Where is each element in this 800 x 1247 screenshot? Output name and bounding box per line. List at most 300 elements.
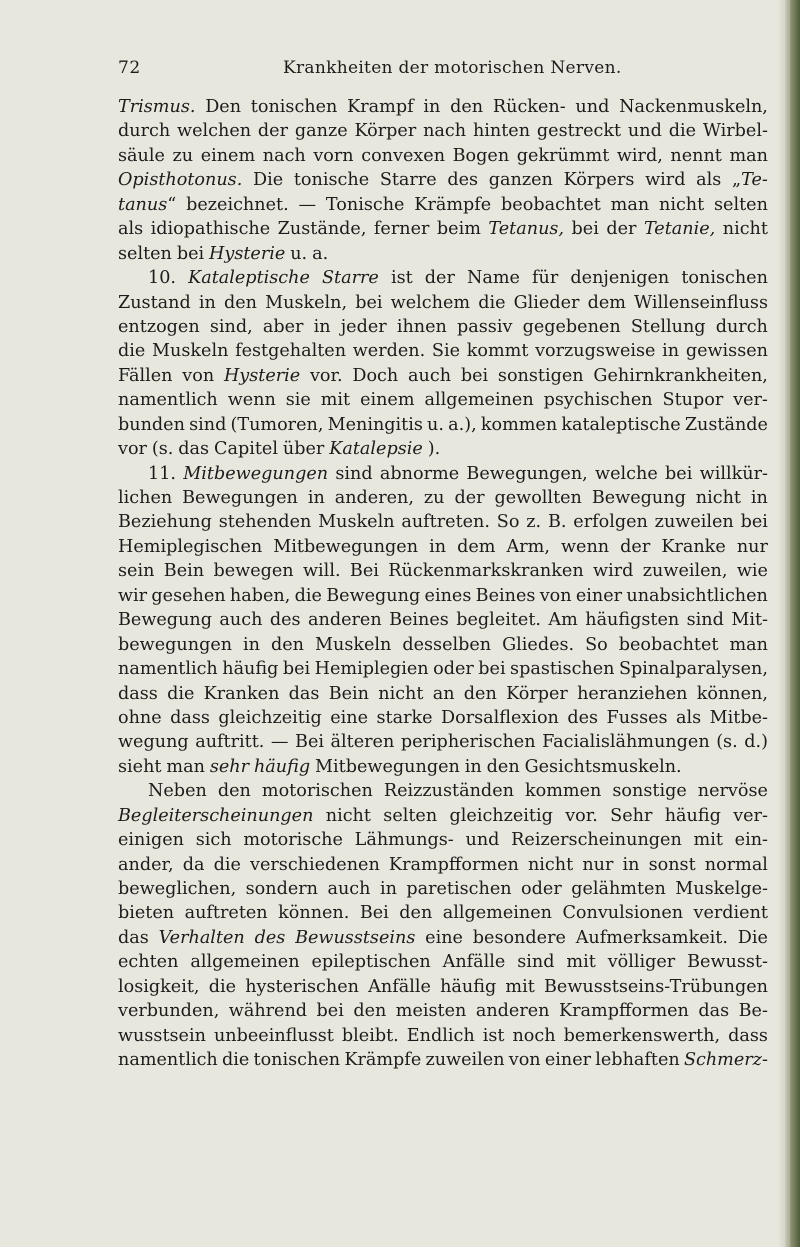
word — [118, 682, 158, 706]
word — [265, 291, 347, 315]
text-run: allgemeinen — [190, 952, 300, 973]
text-run: die — [221, 1050, 250, 1071]
text-run: den — [486, 756, 520, 777]
text-run: anderen, — [334, 488, 414, 508]
text-run: nicht — [695, 488, 741, 508]
text-run: als — [696, 170, 722, 191]
text-line — [118, 926, 768, 950]
text-run: welchem — [390, 292, 471, 313]
text-run: Krämpfe — [414, 194, 492, 215]
text-line — [118, 217, 768, 241]
text-run: können. — [278, 903, 350, 924]
text-run: Die — [737, 927, 768, 948]
text-run: vor. — [565, 805, 598, 826]
word — [118, 1048, 218, 1072]
word — [230, 584, 290, 608]
word — [465, 755, 482, 779]
text-run: tonischen — [250, 97, 338, 117]
word — [425, 1048, 504, 1072]
word — [476, 999, 550, 1023]
text-run: will. — [303, 561, 341, 582]
word — [152, 339, 228, 363]
word — [118, 1024, 206, 1048]
word — [611, 193, 650, 217]
word — [659, 193, 704, 217]
text-run: gelähmten — [571, 879, 666, 899]
page-fold-line — [787, 0, 790, 1247]
italic-run: Tetanus, — [488, 219, 565, 240]
text-run: ohne — [118, 707, 162, 728]
text-run: durch — [715, 316, 768, 337]
word — [118, 437, 147, 461]
text-run: vorn — [313, 145, 354, 166]
word — [183, 853, 205, 877]
word — [327, 877, 370, 901]
word — [408, 364, 451, 388]
text-run: psychischen — [543, 390, 653, 411]
word — [406, 877, 511, 901]
text-run: von — [182, 365, 215, 386]
text-line — [118, 877, 768, 901]
word — [389, 853, 519, 877]
text-run: Bei — [359, 903, 389, 924]
word — [697, 682, 768, 706]
text-run: Bein — [163, 561, 205, 582]
text-line — [118, 144, 768, 168]
word — [355, 828, 454, 852]
word — [396, 999, 467, 1023]
word — [218, 706, 321, 730]
text-run: bewegen — [213, 561, 294, 582]
word — [222, 1048, 249, 1072]
text-run: passiv — [457, 316, 513, 337]
word — [610, 804, 652, 828]
word — [118, 242, 172, 266]
word — [628, 119, 662, 143]
word — [487, 755, 520, 779]
text-run: des — [447, 170, 479, 191]
word — [577, 682, 687, 706]
text-run: Muskeln — [152, 341, 229, 362]
text-run: Capitel — [214, 439, 278, 460]
word — [204, 682, 280, 706]
italic-run: Trismus. — [118, 97, 196, 117]
text-run: Muskeln, — [265, 292, 348, 313]
text-run: bemerkenswerth, — [563, 1025, 721, 1046]
text-run: zuweilen — [654, 512, 734, 533]
word — [118, 828, 184, 852]
word — [270, 608, 301, 632]
text-line — [118, 437, 768, 461]
word — [424, 486, 445, 510]
word — [199, 291, 216, 315]
text-run: älteren — [330, 732, 395, 753]
text-run: Mit- — [731, 610, 768, 631]
word — [443, 901, 552, 925]
text-line — [118, 559, 768, 583]
word — [118, 633, 232, 657]
text-run: auch — [327, 879, 371, 899]
word — [384, 779, 514, 803]
word — [732, 168, 768, 192]
word — [634, 291, 768, 315]
word — [255, 926, 286, 950]
text-run: willkür- — [699, 463, 768, 484]
word — [329, 437, 440, 461]
text-run: Bewegung — [118, 610, 212, 631]
text-run: der — [606, 219, 637, 240]
word — [448, 413, 477, 437]
text-run: sonst — [648, 854, 696, 875]
text-run: Doch — [352, 365, 399, 386]
word — [716, 315, 768, 339]
text-line — [118, 95, 768, 119]
text-run: die — [478, 292, 506, 313]
word — [342, 1024, 399, 1048]
text-run: ihnen — [396, 316, 447, 337]
word — [360, 388, 414, 412]
word — [246, 877, 318, 901]
italic-run: Tetanie, — [643, 219, 716, 240]
text-run: nicht — [527, 854, 574, 875]
text-run: man — [166, 756, 205, 777]
word — [330, 706, 368, 730]
word — [228, 388, 276, 412]
text-run: in — [198, 292, 216, 313]
word — [118, 95, 195, 119]
text-run: „ — [732, 170, 742, 191]
text-run: kommen — [480, 414, 558, 435]
text-run: sind — [189, 414, 227, 435]
text-run: in — [379, 879, 397, 899]
word — [565, 804, 598, 828]
text-run: beobachtet — [618, 634, 719, 655]
text-run: Hemiplegien — [314, 659, 429, 680]
text-run: den — [223, 292, 257, 313]
text-run: sind — [686, 610, 724, 631]
text-run: Beziehung — [118, 512, 212, 533]
word — [308, 486, 325, 510]
italic-run: Verhalten — [158, 927, 245, 948]
text-run: Beines — [475, 585, 536, 606]
word — [562, 901, 683, 925]
text-run: sonstigen — [497, 365, 584, 386]
word — [243, 828, 343, 852]
word — [209, 242, 285, 266]
word — [514, 291, 580, 315]
text-run: bei — [176, 243, 205, 264]
word — [118, 413, 185, 437]
text-run: Wirbel- — [702, 121, 768, 142]
word — [464, 682, 497, 706]
word — [453, 144, 510, 168]
word — [424, 388, 533, 412]
word — [498, 364, 584, 388]
text-run: oder — [521, 879, 562, 899]
word — [425, 584, 472, 608]
italic-run: Begleiterscheinungen — [118, 805, 314, 826]
word — [189, 413, 226, 437]
text-run: Den — [205, 97, 242, 117]
text-run: häufig — [440, 976, 497, 997]
word — [507, 535, 550, 559]
word — [295, 926, 415, 950]
word — [675, 877, 768, 901]
word — [230, 413, 323, 437]
text-run: heranziehen — [577, 683, 688, 704]
word — [376, 706, 432, 730]
word — [335, 486, 414, 510]
text-run: Bewusst- — [687, 952, 768, 973]
word — [729, 144, 768, 168]
text-run: Lähmungs- — [354, 830, 454, 851]
word — [425, 926, 463, 950]
word — [626, 584, 768, 608]
text-run: in — [429, 536, 447, 557]
text-run: beobachtet — [501, 194, 601, 215]
word — [441, 706, 559, 730]
word — [214, 853, 241, 877]
word — [209, 975, 236, 999]
text-line — [118, 510, 768, 534]
text-run: in — [313, 316, 331, 337]
word — [592, 486, 686, 510]
text-run: ganze — [294, 121, 348, 142]
word — [467, 266, 520, 290]
word — [608, 950, 676, 974]
text-run: idiopathische — [150, 219, 271, 240]
text-line — [118, 657, 768, 681]
text-run: Zustände — [684, 414, 768, 435]
word — [148, 266, 176, 290]
text-line — [118, 828, 768, 852]
word — [118, 853, 174, 877]
text-run: entzogen — [118, 316, 200, 337]
text-run: So — [496, 512, 520, 533]
text-run: den — [450, 97, 484, 117]
word — [744, 730, 768, 754]
word — [380, 168, 437, 192]
word — [483, 1024, 505, 1048]
italic-run: Te- — [741, 170, 768, 191]
text-run: Mitbewegungen — [273, 536, 419, 557]
text-run: einer — [544, 1050, 592, 1071]
text-run: die — [208, 976, 236, 997]
word — [739, 999, 768, 1023]
word — [517, 950, 554, 974]
word — [576, 584, 622, 608]
text-run: spastischen — [510, 659, 615, 680]
word — [315, 633, 391, 657]
text-run: bei — [355, 292, 383, 313]
word — [218, 779, 251, 803]
text-run: Rücken- — [492, 97, 566, 117]
text-run: hysterischen — [245, 976, 359, 997]
word — [213, 559, 293, 583]
word — [118, 804, 313, 828]
word — [222, 657, 278, 681]
word — [537, 119, 621, 143]
text-run: den — [463, 683, 497, 704]
text-line — [118, 804, 768, 828]
word — [457, 535, 495, 559]
text-run: Bein — [328, 683, 369, 704]
text-run: Muskeln — [318, 512, 395, 533]
word — [380, 462, 459, 486]
word — [478, 291, 505, 315]
word — [118, 339, 145, 363]
word — [321, 388, 350, 412]
text-run: u. — [427, 414, 444, 435]
text-run: tonische — [293, 170, 370, 191]
text-run: Mitbe- — [709, 707, 768, 728]
text-run: Bewegung — [326, 585, 421, 606]
text-run: nervöse — [697, 781, 768, 802]
word — [151, 217, 271, 241]
word — [737, 535, 768, 559]
word — [423, 95, 440, 119]
word — [314, 315, 331, 339]
word — [118, 315, 200, 339]
text-run: besondere — [472, 927, 566, 948]
text-run: Willenseinfluss — [634, 292, 768, 313]
text-run: abnorme — [379, 463, 460, 484]
text-run: Glieder — [513, 292, 580, 313]
text-run: Sie — [431, 341, 461, 362]
text-run: Krampf — [347, 97, 414, 117]
word — [572, 217, 599, 241]
word — [378, 682, 423, 706]
word — [303, 559, 341, 583]
text-run: auftreten — [184, 903, 268, 924]
text-run: nicht — [378, 683, 424, 704]
word — [443, 950, 506, 974]
text-run: Nackenmuskeln, — [619, 97, 768, 117]
text-run: wie — [736, 561, 768, 582]
text-run: Mitbewegungen — [315, 756, 460, 777]
text-run: über — [282, 439, 325, 460]
text-run: normal — [704, 854, 768, 875]
word — [738, 926, 768, 950]
text-run: u. — [290, 243, 308, 264]
text-run: welche — [595, 463, 658, 484]
text-line — [118, 462, 768, 486]
italic-run: Schmerz- — [683, 1050, 768, 1071]
text-line — [118, 584, 768, 608]
text-run: der — [257, 121, 289, 142]
word — [166, 755, 205, 779]
text-run: der — [620, 536, 651, 557]
text-run: sind — [517, 952, 555, 973]
word — [509, 1048, 541, 1072]
word — [329, 682, 369, 706]
italic-run: Mitbewegungen — [183, 463, 329, 484]
word — [687, 608, 724, 632]
word — [733, 388, 768, 412]
word — [361, 144, 445, 168]
text-run: bei — [316, 1001, 344, 1022]
text-run: Endlich — [406, 1025, 475, 1046]
text-run: und — [465, 830, 500, 851]
text-run: man — [729, 145, 768, 166]
word — [733, 804, 768, 828]
word — [263, 315, 304, 339]
text-run: wir — [118, 585, 148, 606]
text-run: an — [432, 683, 455, 704]
word — [488, 217, 564, 241]
text-run: dass — [170, 707, 210, 728]
word — [355, 291, 382, 315]
text-run: 11. — [148, 463, 176, 484]
word — [456, 608, 541, 632]
word — [676, 706, 701, 730]
word — [617, 144, 663, 168]
text-run: Stellung — [630, 316, 706, 337]
text-line — [118, 779, 768, 803]
text-run: desselben — [402, 634, 492, 655]
word — [595, 1048, 679, 1072]
word — [501, 193, 601, 217]
text-run: Kranken — [203, 683, 280, 704]
word — [295, 119, 348, 143]
word — [737, 559, 768, 583]
word — [510, 657, 614, 681]
word — [401, 510, 490, 534]
word — [631, 315, 706, 339]
word — [402, 633, 491, 657]
word — [710, 706, 768, 730]
word — [289, 682, 320, 706]
word — [118, 388, 218, 412]
word — [368, 975, 431, 999]
italic-run: Hysterie — [223, 365, 301, 386]
text-run: d.) — [744, 732, 768, 753]
text-run: Anfälle — [368, 976, 431, 997]
word — [414, 193, 491, 217]
word — [473, 926, 566, 950]
text-run: von — [539, 585, 572, 606]
word — [450, 95, 483, 119]
text-run: Convulsionen — [562, 903, 684, 924]
text-run: Bei — [349, 561, 379, 582]
text-run: mit — [320, 390, 351, 411]
text-run: peripherischen — [400, 732, 536, 753]
word — [182, 364, 214, 388]
text-run: eine — [330, 707, 369, 728]
text-run: die — [213, 854, 241, 875]
page-header — [118, 58, 768, 88]
text-run: bewegungen — [118, 634, 233, 655]
word — [352, 364, 398, 388]
word — [243, 633, 260, 657]
text-run: selten — [383, 805, 438, 826]
text-run: bei — [478, 659, 506, 680]
word — [687, 950, 768, 974]
text-run: ferner — [373, 219, 430, 240]
text-run: einem — [200, 145, 256, 166]
word — [118, 486, 172, 510]
word — [525, 755, 682, 779]
text-run: die — [118, 341, 146, 362]
word — [573, 510, 648, 534]
word — [433, 682, 455, 706]
word — [360, 901, 389, 925]
word — [118, 168, 242, 192]
text-run: verschiedenen — [250, 854, 380, 875]
text-run: die — [668, 121, 697, 142]
word — [588, 291, 626, 315]
word — [178, 437, 209, 461]
